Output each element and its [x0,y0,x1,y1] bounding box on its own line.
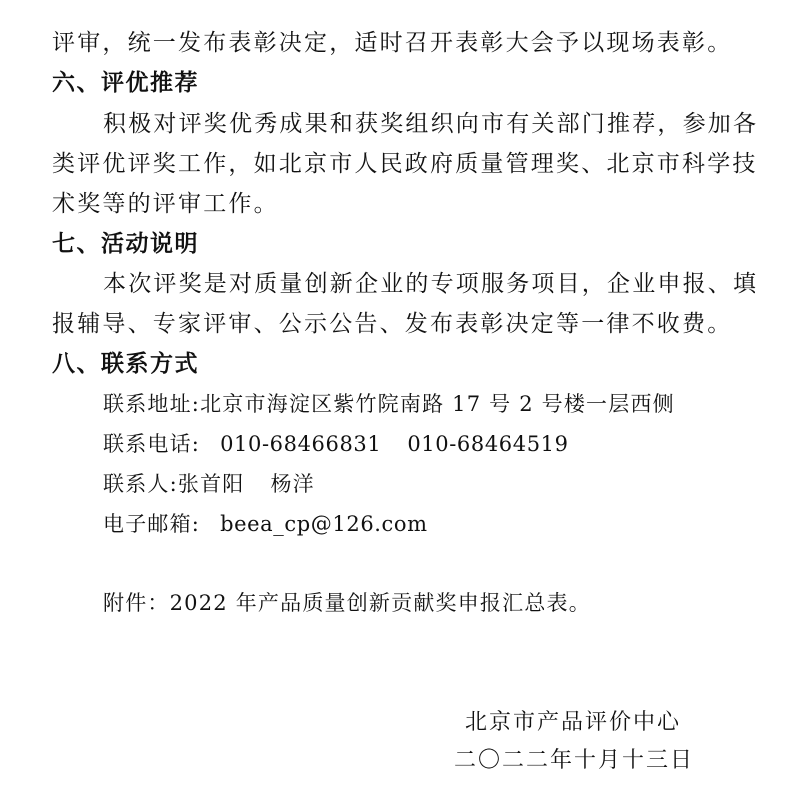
contact-phone-1: 010-68466831 [220,432,382,456]
contact-address-value: 北京市海淀区紫竹院南路 17 号 2 号楼一层西侧 [200,392,675,416]
contact-email-label: 电子邮箱: [103,512,201,536]
contact-phone-2: 010-68464519 [407,432,569,456]
section-six-line-3: 术奖等的评审工作。 [52,191,279,217]
contact-person-2: 杨洋 [270,472,315,496]
intro-tail-line: 评审，统一发布表彰决定，适时召开表彰大会予以现场表彰。 [52,30,733,56]
contact-email [103,509,428,539]
section-six-line-1: 积极对评奖优秀成果和获奖组织向市有关部门推荐，参加各 [103,111,759,137]
contact-phone-label: 联系电话: [103,432,201,456]
attachment-note: 附件：2022 年产品质量创新贡献奖申报汇总表。 [103,591,591,615]
contact-phone [103,429,569,459]
signature-date: 二〇二二年十月十三日 [454,748,695,773]
contact-email-value: beea_cp@126.com [220,512,428,536]
contact-address [103,389,675,419]
section-six-line-2: 类评优评奖工作，如北京市人民政府质量管理奖、北京市科学技 [52,151,758,177]
contact-person-label: 联系人: [103,472,178,496]
section-seven-line-1: 本次评奖是对质量创新企业的专项服务项目，企业申报、填 [103,271,759,297]
contact-address-label: 联系地址: [103,392,201,416]
section-eight-title: 八、联系方式 [52,351,199,377]
contact-person-1: 张首阳 [177,472,245,496]
signature-org: 北京市产品评价中心 [465,710,682,735]
contact-person [103,469,315,499]
section-seven-line-2: 报辅导、专家评审、公示公告、发布表彰决定等一律不收费。 [52,311,733,337]
section-seven-title: 七、活动说明 [52,231,199,257]
section-six-title: 六、评优推荐 [52,70,199,96]
